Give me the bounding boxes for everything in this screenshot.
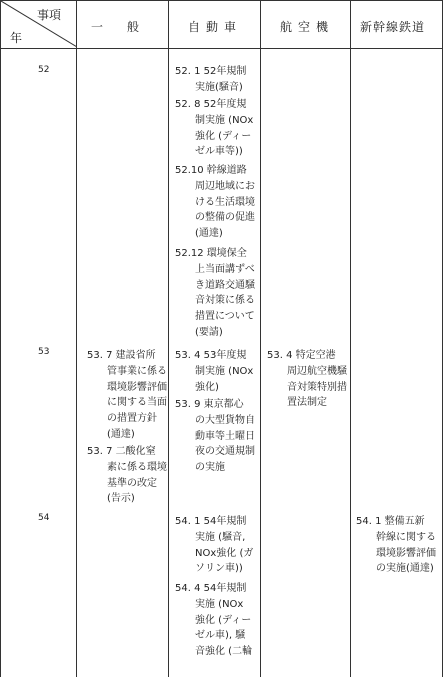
column-header-kokuki: 航空機 bbox=[280, 20, 335, 34]
entry-jidosha: 52. 8 52年度規 制実施 (NOx 強化 (ディー ゼル車等)) bbox=[175, 99, 254, 158]
entry-shinkansen: 54. 1 整備五新 幹線に関する 環境影響評価 の実施(通達) bbox=[356, 516, 436, 575]
column-divider bbox=[76, 1, 77, 677]
column-header-jidosha: 自動車 bbox=[188, 20, 243, 34]
header-divider bbox=[1, 48, 442, 49]
entry-ippan: 53. 7 二酸化窒 素に係る環境 基準の改定 (告示) bbox=[87, 446, 167, 505]
entry-ippan: 53. 7 建設省所 管事業に係る 環境影響評価 に関する当面 の措置方針 (通達) bbox=[87, 350, 167, 440]
entry-jidosha: 52.12 環境保全 上当面講ずべ き道路交通騒 音対策に係る 措置について (要請) bbox=[175, 248, 255, 338]
entry-jidosha: 54. 4 54年規制 実施 (NOx 強化 (ディー ゼル車), 騒 音強化 (二輪 bbox=[175, 583, 253, 658]
column-divider bbox=[260, 1, 261, 677]
year-label: 54 bbox=[38, 513, 50, 523]
column-header-ippan: 一 般 bbox=[91, 20, 146, 34]
year-label: 53 bbox=[38, 347, 50, 357]
entry-jidosha: 52.10 幹線道路 周辺地域にお ける生活環境 の整備の促進 (通達) bbox=[175, 165, 255, 240]
corner-item-label: 事項 bbox=[37, 8, 62, 22]
entry-jidosha: 52. 1 52年規制 実施(騒音) bbox=[175, 66, 247, 93]
entry-jidosha: 54. 1 54年規制 実施 (騒音, NOx強化 (ガ ソリン車)) bbox=[175, 516, 254, 575]
entry-kokuki: 53. 4 特定空港 周辺航空機騒 音対策特別措 置法制定 bbox=[267, 350, 347, 409]
corner-year-label: 年 bbox=[10, 31, 23, 45]
entry-jidosha: 53. 9 東京都心 の大型貨物自 動車等土曜日 夜の交通規制 の実施 bbox=[175, 399, 255, 474]
year-label: 52 bbox=[38, 65, 50, 75]
column-divider bbox=[168, 1, 169, 677]
column-header-shinkansen: 新幹線鉄道 bbox=[360, 20, 426, 34]
entry-jidosha: 53. 4 53年度規 制実施 (NOx 強化) bbox=[175, 350, 254, 393]
column-divider bbox=[350, 1, 351, 677]
